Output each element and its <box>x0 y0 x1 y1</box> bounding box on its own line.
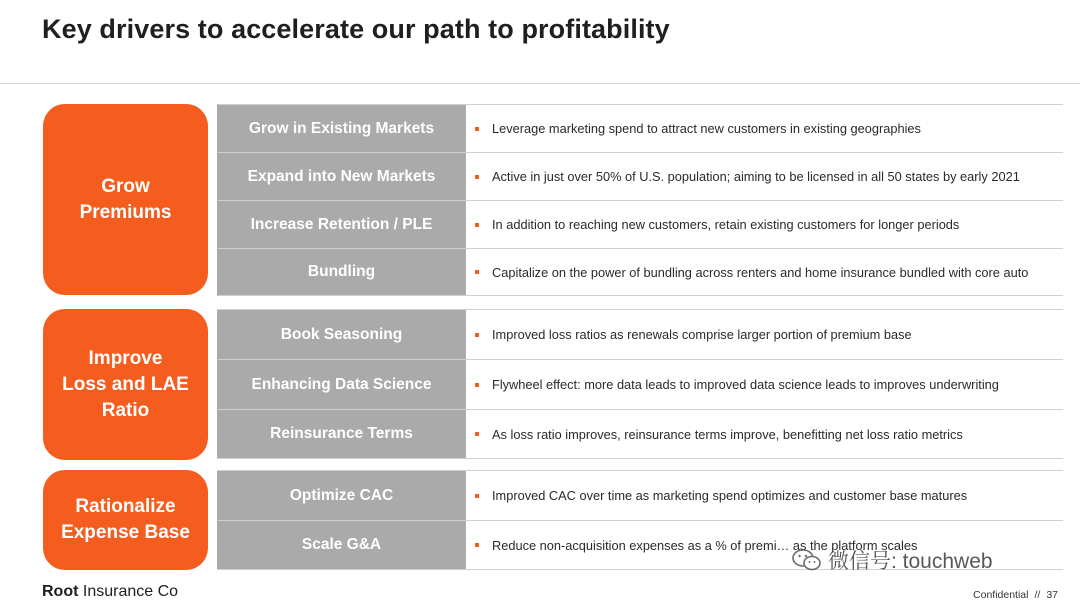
bullet-icon <box>475 175 479 179</box>
driver-description <box>475 471 1063 520</box>
driver-description-text: Improved loss ratios as renewals comprise larger portion of premium base <box>492 327 912 342</box>
group-pill-rationalize-expense: Rationalize Expense Base <box>43 470 208 570</box>
bullet-icon <box>475 543 479 547</box>
watermark <box>792 545 993 575</box>
confidential-label: Confidential <box>973 589 1029 601</box>
bullet-icon <box>475 383 479 387</box>
logo-brand: Root <box>42 583 79 600</box>
wechat-icon <box>792 549 822 571</box>
bullet-icon <box>475 270 479 274</box>
driver-label: Grow in Existing Markets <box>217 105 466 152</box>
driver-row <box>217 309 1063 359</box>
page-title: Key drivers to accelerate our path to profitability <box>42 14 670 44</box>
driver-description-text: Capitalize on the power of bundling across renters and home insurance bundled with core auto <box>492 264 1029 280</box>
title-divider <box>0 83 1080 84</box>
driver-description <box>475 153 1063 200</box>
driver-label: Book Seasoning <box>217 310 466 359</box>
driver-description-text: Active in just over 50% of U.S. population; aiming to be licensed in all 50 states by early 2021 <box>492 169 1020 184</box>
driver-group-improve-loss-ratio <box>43 309 1063 460</box>
driver-rows <box>217 309 1063 459</box>
footer-meta <box>973 589 1058 601</box>
driver-description <box>475 201 1063 248</box>
driver-description-text: Leverage marketing spend to attract new customers in existing geographies <box>492 121 921 136</box>
driver-row <box>217 409 1063 459</box>
driver-description-text: Reduce non-acquisition expenses as a % of premi… as the platform scales <box>492 537 918 553</box>
driver-label: Optimize CAC <box>217 471 466 520</box>
logo-suffix: Insurance Co <box>78 583 179 600</box>
company-logo <box>42 583 178 601</box>
driver-description-text: Flywheel effect: more data leads to improved data science leads to improves underwriting <box>492 377 999 392</box>
driver-label: Reinsurance Terms <box>217 410 466 458</box>
driver-description-text: Improved CAC over time as marketing spend optimizes and customer base matures <box>492 488 968 503</box>
driver-row <box>217 200 1063 248</box>
driver-description <box>475 360 1063 409</box>
driver-label: Increase Retention / PLE <box>217 201 466 248</box>
driver-description-text: In addition to reaching new customers, retain existing customers for longer periods <box>492 217 960 232</box>
group-pill-improve-loss-ratio: Improve Loss and LAE Ratio <box>43 309 208 460</box>
bullet-icon <box>475 494 479 498</box>
footer-separator: // <box>1034 589 1041 601</box>
driver-description <box>475 105 1063 152</box>
watermark-text: 微信号: touchweb <box>828 550 993 573</box>
bullet-icon <box>475 432 479 436</box>
driver-description <box>475 410 1063 458</box>
driver-row <box>217 359 1063 409</box>
driver-row <box>217 152 1063 200</box>
driver-row <box>217 248 1063 296</box>
driver-label: Enhancing Data Science <box>217 360 466 409</box>
driver-rows <box>217 104 1063 296</box>
driver-group-grow-premiums <box>43 104 1063 297</box>
driver-label: Bundling <box>217 249 466 295</box>
driver-description-text: As loss ratio improves, reinsurance terms improve, benefitting net loss ratio metrics <box>492 426 963 442</box>
driver-description <box>475 249 1063 295</box>
bullet-icon <box>475 333 479 337</box>
bullet-icon <box>475 223 479 227</box>
page-number: 37 <box>1046 589 1058 601</box>
driver-description <box>475 310 1063 359</box>
driver-label: Expand into New Markets <box>217 153 466 200</box>
bullet-icon <box>475 127 479 131</box>
group-pill-grow-premiums: Grow Premiums <box>43 104 208 295</box>
driver-row <box>217 470 1063 520</box>
driver-row <box>217 104 1063 152</box>
driver-label: Scale G&A <box>217 521 466 569</box>
